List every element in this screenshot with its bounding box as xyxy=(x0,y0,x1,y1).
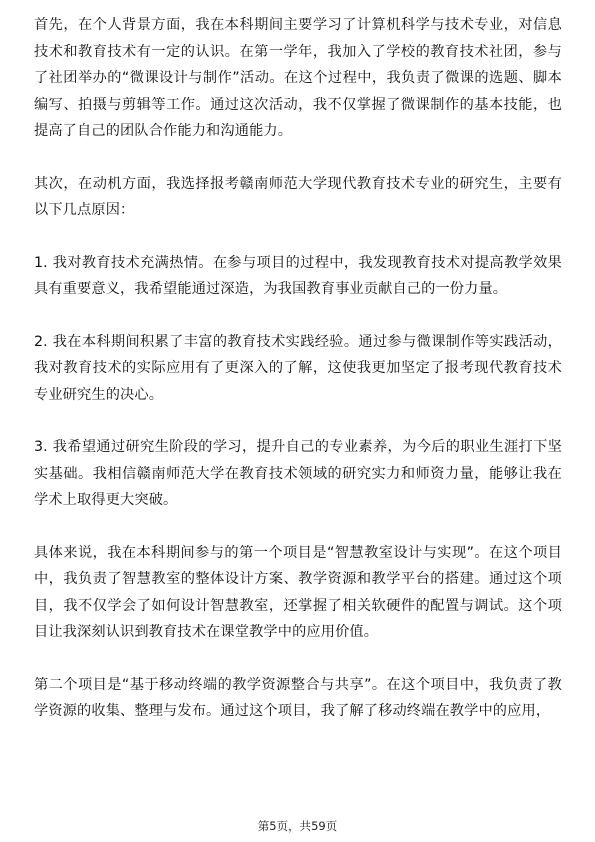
document-body xyxy=(34,12,562,751)
paragraph-reason-3: 3. 我希望通过研究生阶段的学习，提升自己的专业素养，为今后的职业生涯打下坚实基础。我相信赣南师范大学在教育技术领域的研究实力和师资力量，能够让我在学术上取得更大突破。 xyxy=(34,439,562,508)
paragraph-motivation-intro: 其次，在动机方面，我选择报考赣南师范大学现代教育技术专业的研究生，主要有以下几点原因： xyxy=(34,175,562,218)
paragraph-personal-background: 首先，在个人背景方面，我在本科期间主要学习了计算机科学与技术专业，对信息技术和教育技术有一定的认识。在第一学年，我加入了学校的教育技术社团，参与了社团举办的“微课设计与制作”活动。在这个过程中，我负责了微课的选题、脚本编写、拍摄与剪辑等工作。通过这次活动，我不仅掌握了微课制作的基本技能，也提高了自己的团队合作能力和沟通能力。 xyxy=(34,17,562,139)
page-number-footer: 第5页，共59页 xyxy=(257,819,338,833)
paragraph-reason-1: 1. 我对教育技术充满热情。在参与项目的过程中，我发现教育技术对提高教学效果具有重要意义，我希望能通过深造，为我国教育事业贡献自己的一份力量。 xyxy=(34,254,562,297)
paragraph-project-1: 具体来说，我在本科期间参与的第一个项目是“智慧教室设计与实现”。在这个项目中，我负责了智慧教室的整体设计方案、教学资源和教学平台的搭建。通过这个项目，我不仅学会了如何设计智慧教室，还掌握了相关软硬件的配置与调试。这个项目让我深刻认识到教育技术在课堂教学中的应用价值。 xyxy=(34,544,562,640)
paragraph-reason-2: 2. 我在本科期间积累了丰富的教育技术实践经验。通过参与微课制作等实践活动，我对教育技术的实际应用有了更深入的了解，这使我更加坚定了报考现代教育技术专业研究生的决心。 xyxy=(34,333,562,403)
paragraph-project-2: 第二个项目是“基于移动终端的教学资源整合与共享”。在这个项目中，我负责了教学资源的收集、整理与发布。通过这个项目，我了解了移动终端在教学中的应用， xyxy=(34,676,562,719)
